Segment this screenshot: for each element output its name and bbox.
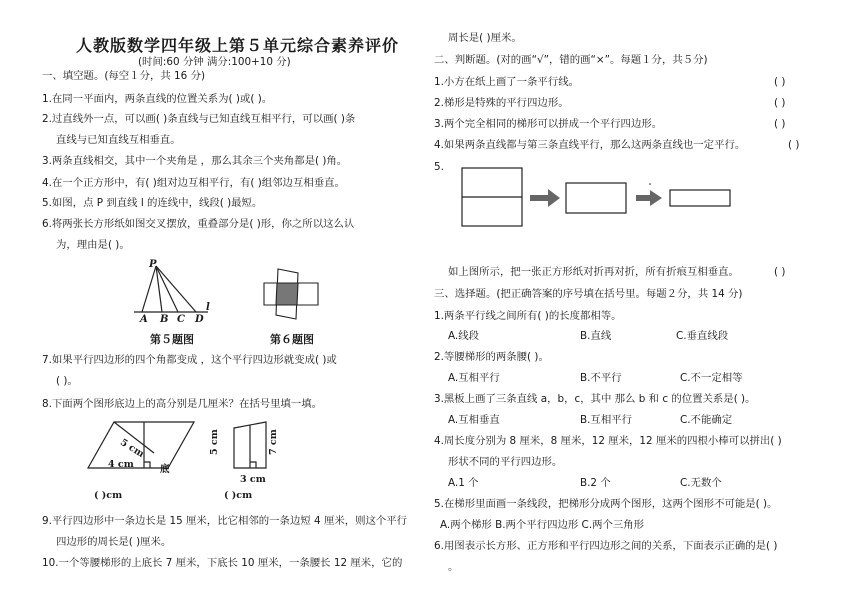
q9-line: 9.平行四边形中一条边长是 15 厘米，比它相邻的一条边短 4 厘米，则这个平行 bbox=[42, 515, 408, 527]
section2-heading: 二、判断题。(对的画“√”，错的画“×”。每题１分，共５分) bbox=[434, 54, 708, 66]
choice-q2-stem: 2.等腰梯形的两条腰( )。 bbox=[434, 351, 549, 363]
judge-answer-4: ( ) bbox=[788, 139, 800, 151]
choice-q3-option-a: A.互相垂直 bbox=[448, 414, 500, 426]
q2-line-cont: 直线与已知直线互相垂直。 bbox=[56, 134, 181, 146]
choice-q3-stem: 3.黑板上画了三条直线 a，b，c，其中 那么 b 和 c 的位置关系是( )。 bbox=[434, 393, 756, 405]
q10-line-cont: 周长是( )厘米。 bbox=[448, 32, 522, 44]
choice-q3-option-b: B.互相平行 bbox=[580, 414, 632, 426]
choice-q4-stem: 4.周长度分别为 8 厘米，8 厘米，12 厘米，12 厘米的四根小棒可以拼出( ) bbox=[434, 435, 782, 447]
judge-item-4: 4.如果两条直线都与第三条直线平行，那么这两条直线也一定平行。 bbox=[434, 139, 746, 151]
choice-q4-option-b: B.2 个 bbox=[580, 477, 611, 489]
fig8b-height-label: 7 cm bbox=[268, 429, 279, 455]
choice-q1-option-b: B.直线 bbox=[580, 330, 612, 342]
q2-line: 2.过直线外一点，可以画( )条直线与已知直线互相平行，可以画( )条 bbox=[42, 113, 356, 125]
fig6-caption: 第６题图 bbox=[270, 333, 314, 346]
judge-item-3: 3.两个完全相同的梯形可以拼成一个平行四边形。 bbox=[434, 118, 663, 130]
fig5-caption: 第５题图 bbox=[150, 333, 194, 346]
fig5-point-a: A bbox=[140, 314, 148, 325]
choice-q2-option-c: C.不一定相等 bbox=[680, 372, 743, 384]
choice-q3-option-c: C.不能确定 bbox=[680, 414, 733, 426]
fig5-point-d: D bbox=[195, 314, 204, 325]
fig8a-height-label: 4 cm bbox=[108, 459, 134, 470]
fig8b-answer: ( )cm bbox=[224, 490, 253, 501]
q9-line-cont: 四边形的周长是( )厘米。 bbox=[56, 536, 172, 548]
judge-item-5: 5. bbox=[434, 161, 444, 173]
choice-q5-options: A.两个梯形 B.两个平行四边形 C.两个三角形 bbox=[440, 519, 645, 531]
q7-line-cont: ( )。 bbox=[56, 375, 78, 387]
choice-q2-option-b: B.不平行 bbox=[580, 372, 622, 384]
choice-q1-stem: 1.两条平行线之间所有( )的长度都相等。 bbox=[434, 310, 622, 322]
fig5-point-b: B bbox=[160, 314, 169, 325]
q4-line: 4.在一个正方形中，有( )组对边互相平行，有( )组邻边互相垂直。 bbox=[42, 177, 345, 189]
fig8b-base-length: 3 cm bbox=[240, 474, 266, 485]
page-subtitle: (时间:60 分钟 满分:100+10 分) bbox=[138, 56, 291, 68]
judge-fig-caption: 如上图所示，把一张正方形纸对折再对折，所有折痕互相垂直。 bbox=[448, 266, 739, 278]
judge-answer-2: ( ) bbox=[774, 97, 786, 109]
choice-q6-stem: 6.用图表示长方形、正方形和平行四边形之间的关系，下面表示正确的是( ) bbox=[434, 540, 778, 552]
choice-q4-option-c: C.无数个 bbox=[680, 477, 722, 489]
judge-answer-5: ( ) bbox=[774, 266, 786, 278]
fig5-point-p: P bbox=[149, 259, 157, 270]
judge-answer-3: ( ) bbox=[774, 118, 786, 130]
choice-q6-stem-cont: 。 bbox=[448, 561, 459, 573]
q7-line: 7.如果平行四边形的四个角都变成 ，这个平行四边形就变成( )或 bbox=[42, 354, 337, 366]
choice-q1-option-a: A.线段 bbox=[448, 330, 480, 342]
fig8a-base-label: 底 bbox=[160, 464, 170, 475]
figure6-diagram bbox=[262, 265, 322, 325]
page-title: 人教版数学四年级上第５单元综合素养评价 bbox=[76, 36, 400, 55]
q10-line: 10.一个等腰梯形的上底长 7 厘米，下底长 10 厘米，一条腰长 12 厘米，它的 bbox=[42, 557, 403, 569]
q1-line: 1.在同一平面内，两条直线的位置关系为( )或( )。 bbox=[42, 93, 273, 105]
fig8a-side-label: 5 cm bbox=[118, 437, 146, 460]
fig8b-side-label: 5 cm bbox=[209, 429, 220, 455]
figure8b-trapezoid bbox=[230, 420, 270, 472]
fig8a-answer: ( )cm bbox=[94, 490, 123, 501]
judge-item-1: 1.小方在纸上画了一条平行线。 bbox=[434, 76, 579, 88]
q3-line: 3.两条直线相交，其中一个夹角是 ，那么其余三个夹角都是( )角。 bbox=[42, 155, 348, 167]
section3-heading: 三、选择题。(把正确答案的序号填在括号里。每题２分，共 14 分) bbox=[434, 288, 743, 300]
q8-line: 8.下面两个图形底边上的高分别是几厘米？在括号里填一填。 bbox=[42, 398, 323, 410]
folding-diagram bbox=[460, 166, 740, 228]
q5-line: 5.如图，点 P 到直线 l 的连线中，线段( )最短。 bbox=[42, 197, 263, 209]
fig5-line-l: l bbox=[206, 302, 210, 313]
choice-q2-option-a: A.互相平行 bbox=[448, 372, 500, 384]
q6-line: 6.将两张长方形纸如图交叉摆放，重叠部分是( )形，你之所以这么认 bbox=[42, 218, 355, 230]
judge-answer-1: ( ) bbox=[774, 76, 786, 88]
choice-q5-stem: 5.在梯形里面画一条线段，把梯形分成两个图形，这两个图形不可能是( )。 bbox=[434, 498, 778, 510]
choice-q4-stem-cont: 形状不同的平行四边形。 bbox=[448, 456, 563, 468]
fig5-point-c: C bbox=[177, 314, 185, 325]
q6-line-cont: 为，理由是( )。 bbox=[56, 239, 130, 251]
choice-q4-option-a: A.1 个 bbox=[448, 477, 479, 489]
section1-heading: 一、填空题。(每空１分，共 16 分) bbox=[42, 70, 206, 82]
choice-q1-option-c: C.垂直线段 bbox=[676, 330, 729, 342]
judge-item-2: 2.梯形是特殊的平行四边形。 bbox=[434, 97, 569, 109]
